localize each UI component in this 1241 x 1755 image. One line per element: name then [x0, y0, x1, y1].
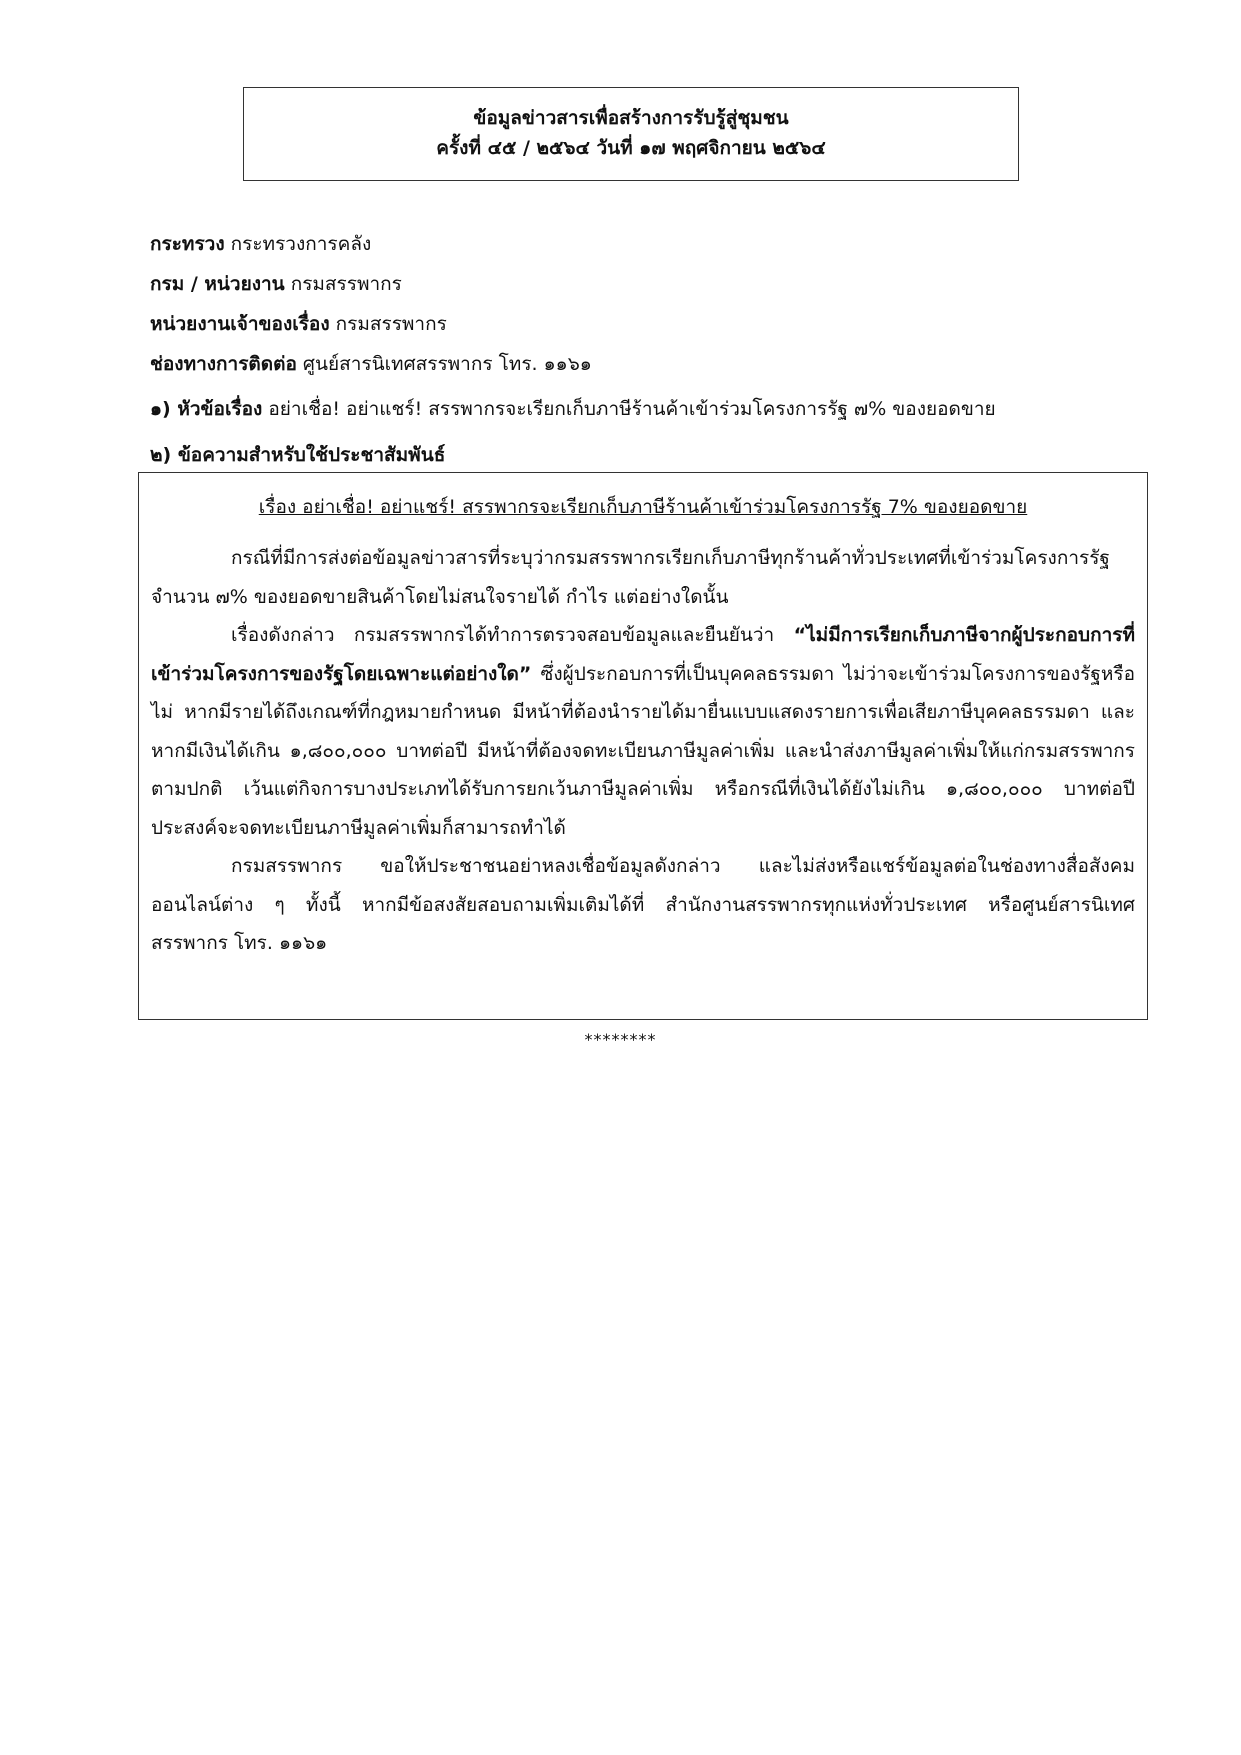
ministry-row — [150, 230, 1110, 258]
paragraph-2-start: เรื่องดังกล่าว กรมสรรพากรได้ทำการตรวจสอบข้อมูลและยืนยันว่า — [231, 624, 794, 646]
contact-value: ศูนย์สารนิเทศสรรพากร โทร. ๑๑๖๑ — [302, 353, 592, 375]
document-title: ข้อมูลข่าวสารเพื่อสร้างการรับรู้สู่ชุมชน — [473, 107, 789, 129]
contact-row — [150, 350, 1110, 378]
paragraph-2-emphasis: “ไม่มีการเรียกเก็บภาษีจากผู้ประกอบการที่เข้าร่วมโครงการของรัฐโดยเฉพาะแต่อย่างใด” — [151, 624, 1135, 685]
owner-row — [150, 310, 1110, 338]
paragraph-2-end: ซึ่งผู้ประกอบการที่เป็นบุคคลธรรมดา ไม่ว่าจะเข้าร่วมโครงการของรัฐหรือไม่ หากมีรายได้ถึงเกณฑ์ที่กฎหมายกำหนด มีหน้าที่ต้องนำรายได้มายื่นแบบแสดงรายการเพื่อเสียภาษีบุคคลธรรมดา และหากมีเงินได้เกิน ๑,๘๐๐,๐๐๐ บาทต่อปี มีหน้าที่ต้องจดทะเบียนภาษีมูลค่าเพิ่ม และนำส่งภาษีมูลค่าเพิ่มให้แก่กรมสรรพากรตามปกติ เว้นแต่กิจการบางประเภทได้รับการยกเว้นภาษีมูลค่าเพิ่ม หรือกรณีที่เงินได้ยังไม่เกิน ๑,๘๐๐,๐๐๐ บาทต่อปี ประสงค์จะจดทะเบียนภาษีมูลค่าเพิ่มก็สามารถทำได้ — [151, 662, 1135, 839]
owner-value: กรมสรรพากร — [335, 313, 447, 335]
ministry-value: กระทรวงการคลัง — [230, 233, 372, 255]
pr-label: ๒) ข้อความสำหรับใช้ประชาสัมพันธ์ — [150, 444, 446, 466]
end-marker: ******** — [584, 1030, 657, 1049]
paragraph-3: กรมสรรพากร ขอให้ประชาชนอย่าหลงเชื่อข้อมูลดังกล่าว และไม่ส่งหรือแชร์ข้อมูลต่อในช่องทางสื่อสังคมออนไลน์ต่าง ๆ ทั้งนี้ หากมีข้อสงสัยสอบถามเพิ่มเติมได้ที่ สำนักงานสรรพากรทุกแห่งทั่วประเทศ หรือศูนย์สารนิเทศสรรพากร โทร. ๑๑๖๑ — [151, 855, 1135, 954]
topic-label: ๑) หัวข้อเรื่อง — [150, 398, 263, 420]
issue-line: ครั้งที่ ๔๕ / ๒๕๖๔ วันที่ ๑๗ พฤศจิกายน ๒๕๖๔ — [436, 137, 826, 159]
department-row — [150, 270, 1110, 298]
owner-label: หน่วยงานเจ้าของเรื่อง — [150, 313, 330, 335]
topic-value: อย่าเชื่อ! อย่าแชร์! สรรพากรจะเรียกเก็บภาษีร้านค้าเข้าร่วมโครงการรัฐ ๗% ของยอดขาย — [268, 398, 996, 420]
pr-label-row — [150, 441, 1110, 469]
press-release-title: เรื่อง อย่าเชื่อ! อย่าแชร์! สรรพากรจะเรียกเก็บภาษีร้านค้าเข้าร่วมโครงการรัฐ 7% ของยอดขาย — [258, 496, 1028, 518]
department-label: กรม / หน่วยงาน — [150, 273, 285, 295]
contact-label: ช่องทางการติดต่อ — [150, 353, 297, 375]
paragraph-1: กรณีที่มีการส่งต่อข้อมูลข่าวสารที่ระบุว่ากรมสรรพากรเรียกเก็บภาษีทุกร้านค้าทั่วประเทศที่เข้าร่วมโครงการรัฐ จำนวน ๗% ของยอดขายสินค้าโดยไม่สนใจรายได้ กำไร แต่อย่างใดนั้น — [151, 547, 1110, 608]
press-release-box — [138, 472, 1148, 1020]
topic-row — [150, 395, 1110, 423]
department-value: กรมสรรพากร — [290, 273, 402, 295]
paragraph-2 — [151, 616, 1135, 847]
ministry-label: กระทรวง — [150, 233, 225, 255]
header-box — [243, 87, 1019, 181]
